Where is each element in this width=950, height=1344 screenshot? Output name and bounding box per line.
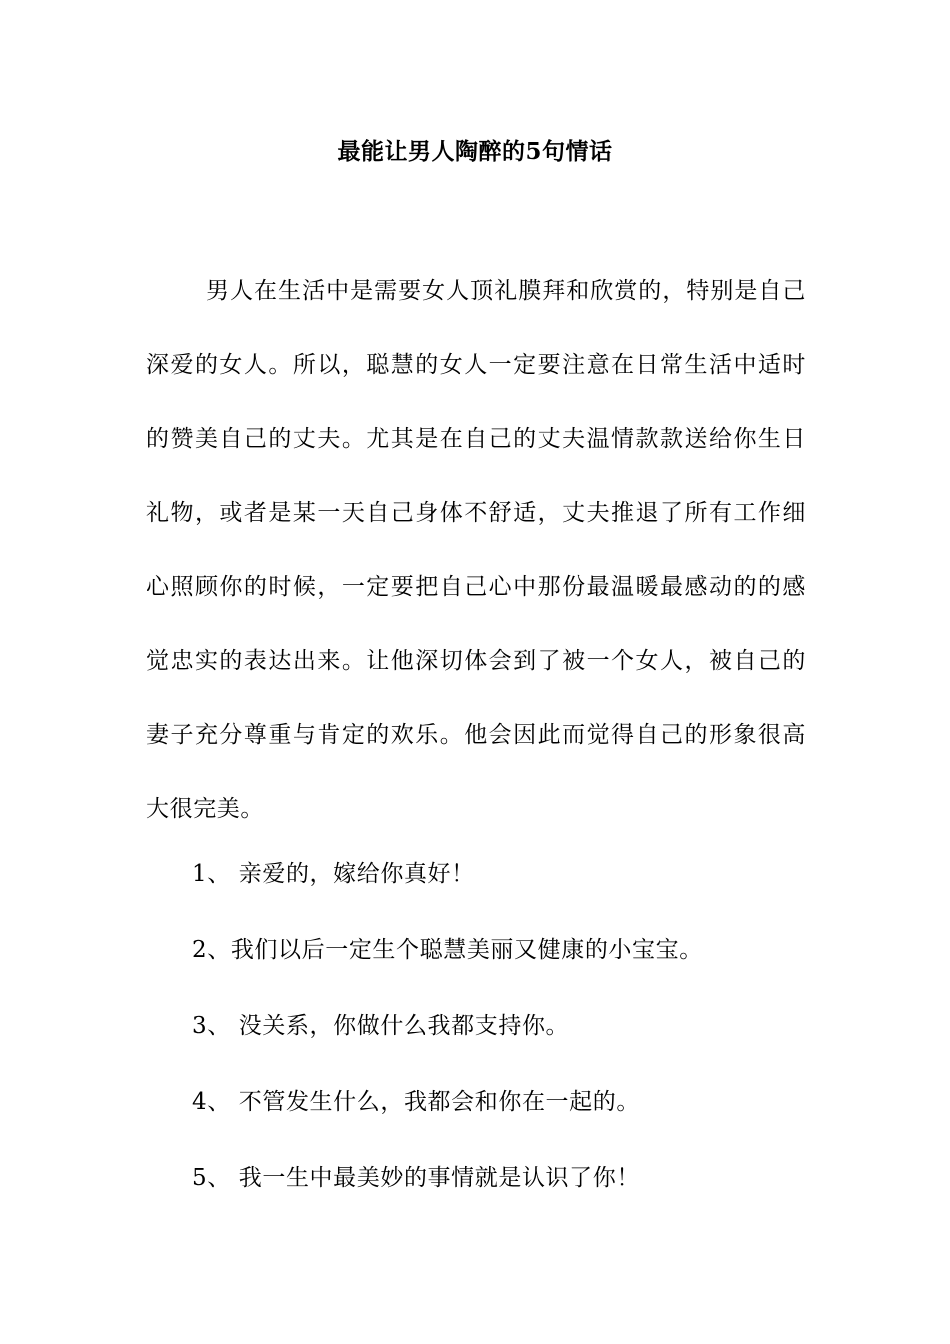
intro-paragraph: 男人在生活中是需要女人顶礼膜拜和欣赏的，特别是自己深爱的女人。所以，聪慧的女人一定要注意在日常生活中适时的赞美自己的丈夫。尤其是在自己的丈夫温情款款送给你生日礼物，或者是某一天自己身体不舒适，丈夫推退了所有工作细心照顾你的时候，一定要把自己心中那份最温暖最感动的的感觉忠实的表达出来。让他深切体会到了被一个女人，被自己的妻子充分尊重与肯定的欢乐。他会因此而觉得自己的形象很高大很完美。 [146,278,806,822]
document-title: 最能让男人陶醉的5句情话 [337,138,613,165]
list-item: 1、 亲爱的，嫁给你真好！ [192,861,475,887]
list-item: 5、 我一生中最美妙的事情就是认识了你！ [192,1165,640,1191]
list-item: 3、 没关系，你做什么我都支持你。 [192,1013,570,1039]
love-phrases-list [192,836,812,1216]
list-item: 4、 不管发生什么，我都会和你在一起的。 [192,1089,640,1115]
list-item: 2、我们以后一定生个聪慧美丽又健康的小宝宝。 [192,937,703,963]
